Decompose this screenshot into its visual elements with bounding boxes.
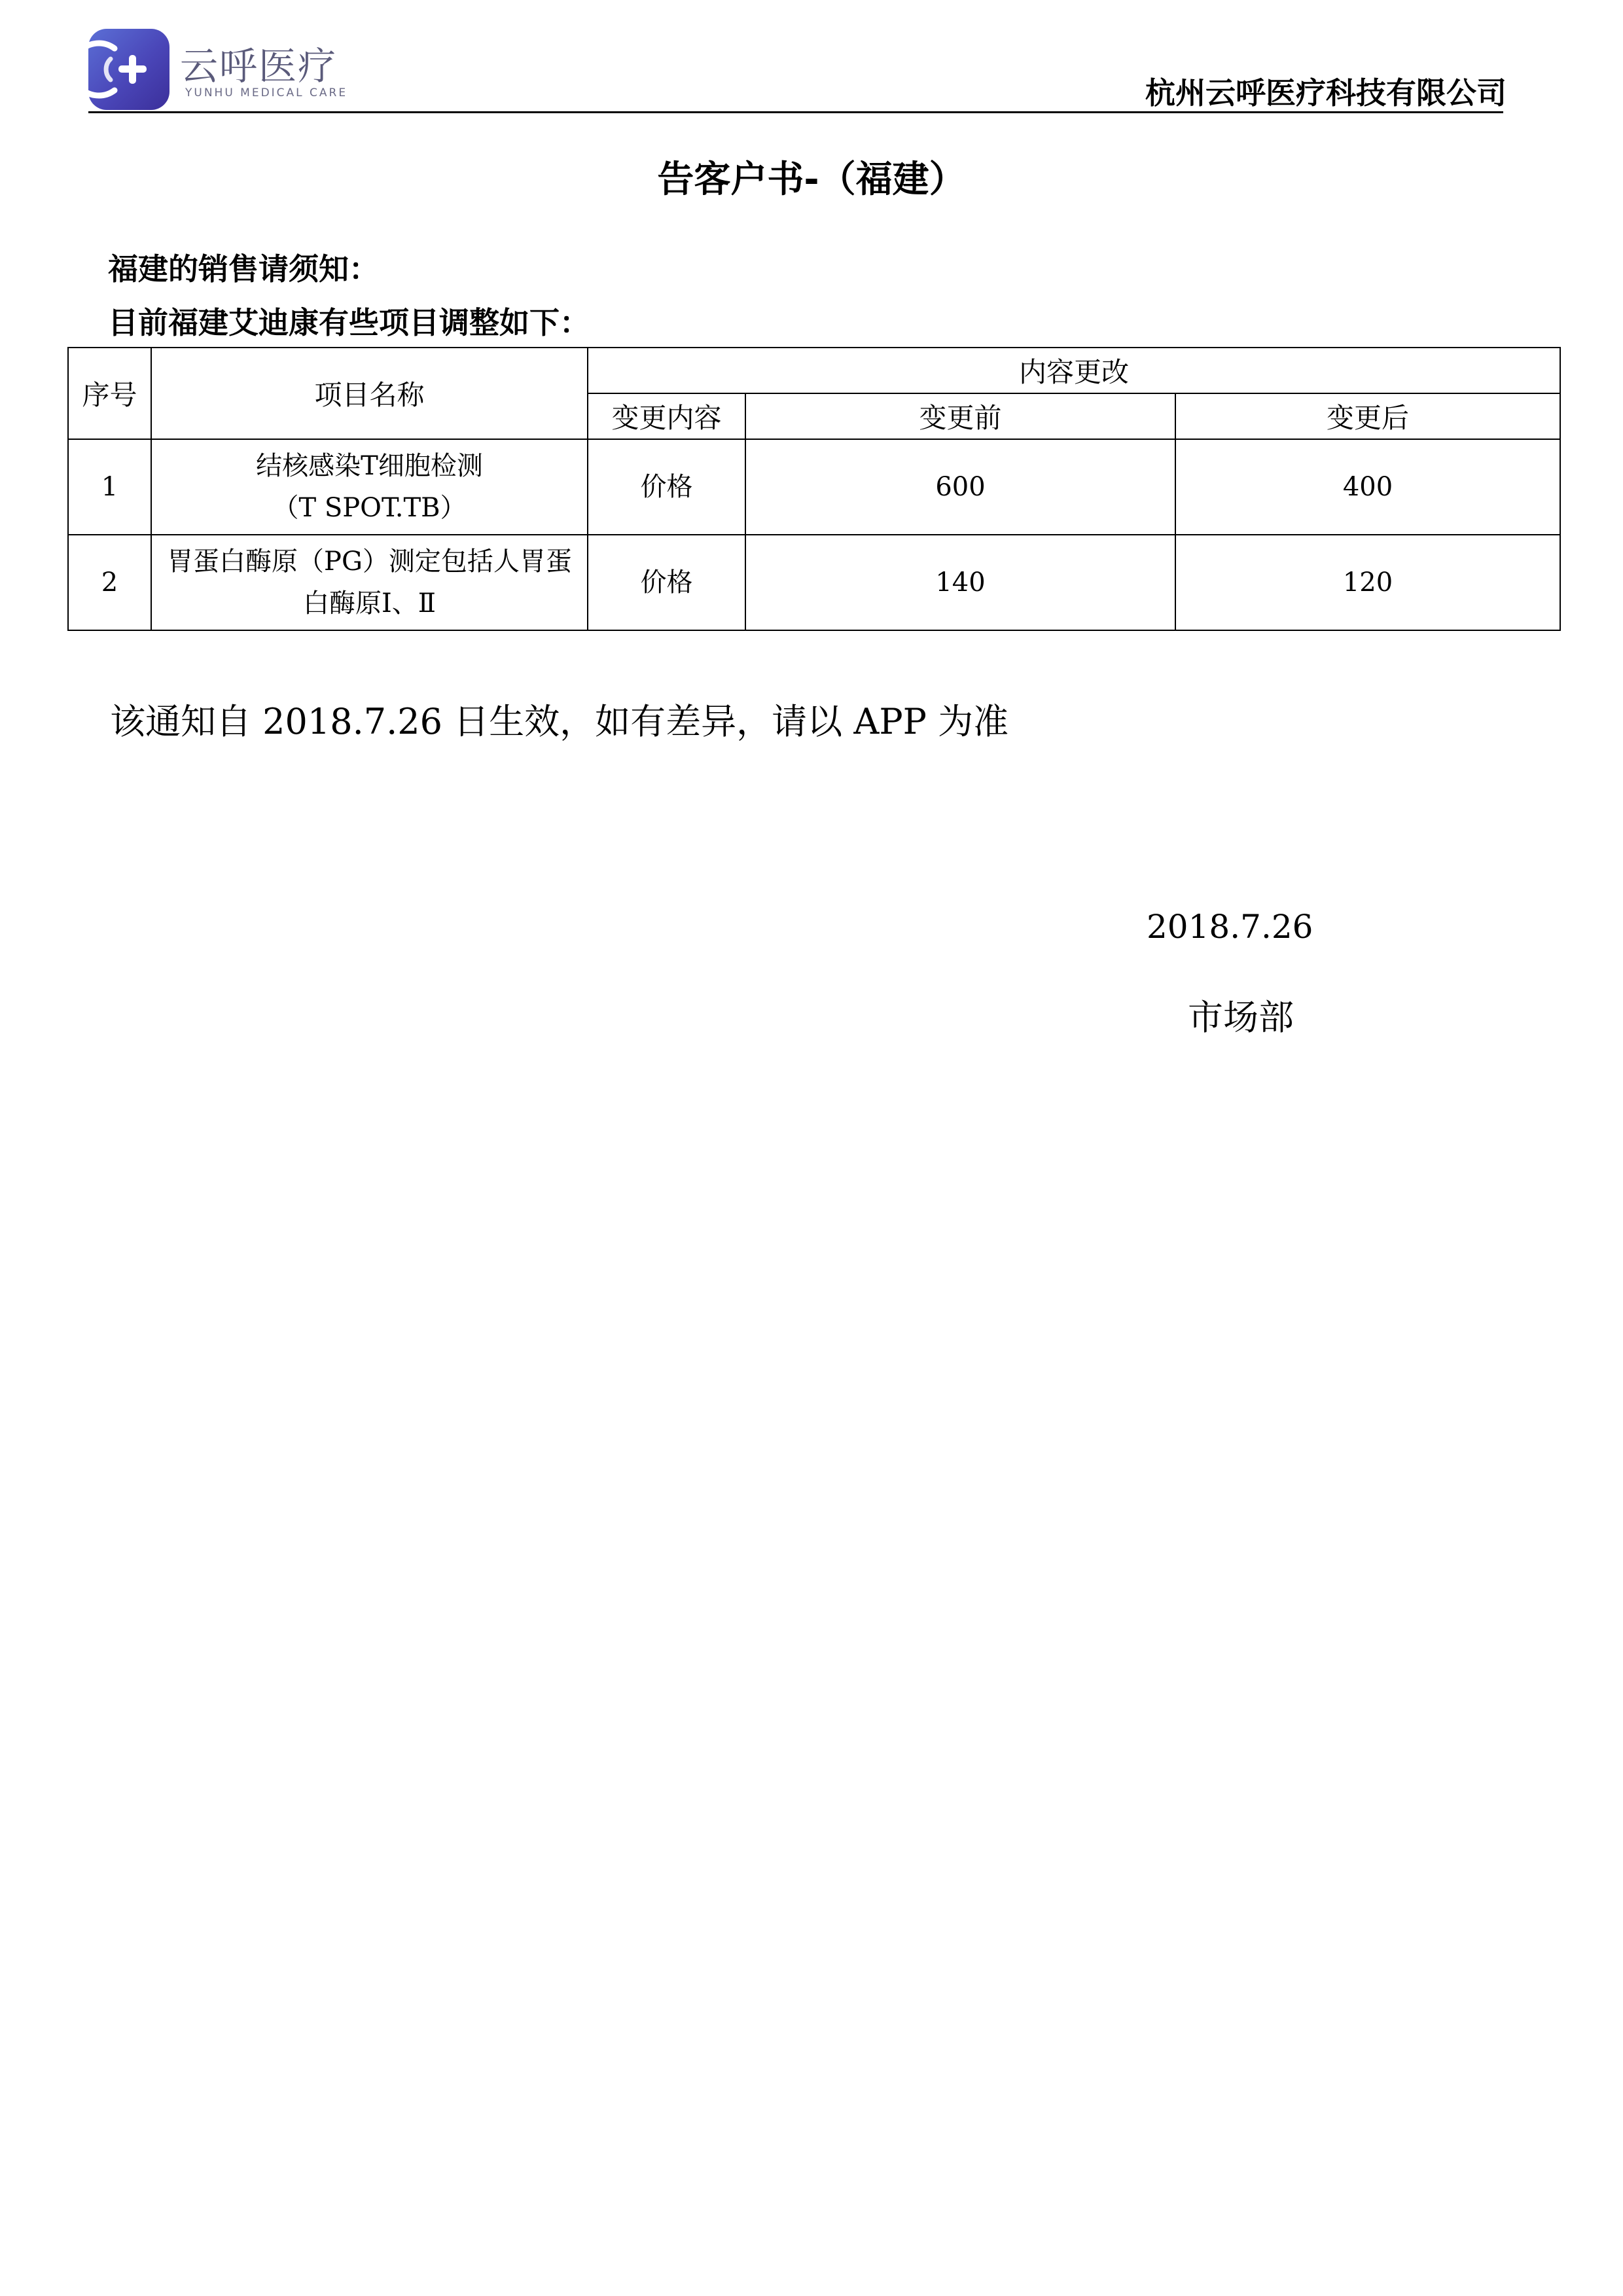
row-after-value: 120 <box>1175 535 1560 630</box>
notice-line-1: 福建的销售请须知： <box>108 251 379 287</box>
row-before-value: 140 <box>745 535 1175 630</box>
adjustment-table <box>67 347 1561 631</box>
header-after: 变更后 <box>1175 393 1560 439</box>
table-row <box>68 439 1560 535</box>
logo-name-en: YUNHU MEDICAL CARE <box>185 86 348 99</box>
issuing-department: 市场部 <box>1188 997 1294 1038</box>
row-seq: 2 <box>68 535 151 630</box>
table-header-row <box>68 348 1560 393</box>
row-seq: 1 <box>68 439 151 535</box>
header-item-name: 项目名称 <box>151 348 588 439</box>
header-divider <box>88 111 1503 113</box>
row-change-item: 价格 <box>588 439 745 535</box>
row-item-name-line1: 胃蛋白酶原（PG）测定包括人胃蛋 <box>167 547 572 577</box>
row-change-item: 价格 <box>588 535 745 630</box>
header-content-change: 内容更改 <box>588 348 1560 393</box>
page-title: 告客户书-（福建） <box>657 158 966 201</box>
row-after-value: 400 <box>1175 439 1560 535</box>
company-logo <box>88 29 348 114</box>
row-item-name-line2: （T SPOT.TB） <box>272 493 467 523</box>
header-change-item: 变更内容 <box>588 393 745 439</box>
row-item-name-line2: 白酶原Ⅰ、Ⅱ <box>303 588 436 619</box>
issue-date: 2018.7.26 <box>1147 908 1313 946</box>
company-name: 杭州云呼医疗科技有限公司 <box>1145 75 1507 111</box>
effective-notice: 该通知自 2018.7.26 日生效，如有差异，请以 APP 为准 <box>110 701 1009 742</box>
notice-line-2: 目前福建艾迪康有些项目调整如下： <box>108 305 590 340</box>
row-item-name <box>151 535 588 630</box>
header-seq: 序号 <box>68 348 151 439</box>
logo-name-cn: 云呼医疗 <box>180 44 338 88</box>
row-item-name <box>151 439 588 535</box>
header-before: 变更前 <box>745 393 1175 439</box>
table-row <box>68 535 1560 630</box>
row-item-name-line1: 结核感染T细胞检测 <box>256 451 483 481</box>
medical-cross-icon <box>88 29 169 110</box>
row-before-value: 600 <box>745 439 1175 535</box>
